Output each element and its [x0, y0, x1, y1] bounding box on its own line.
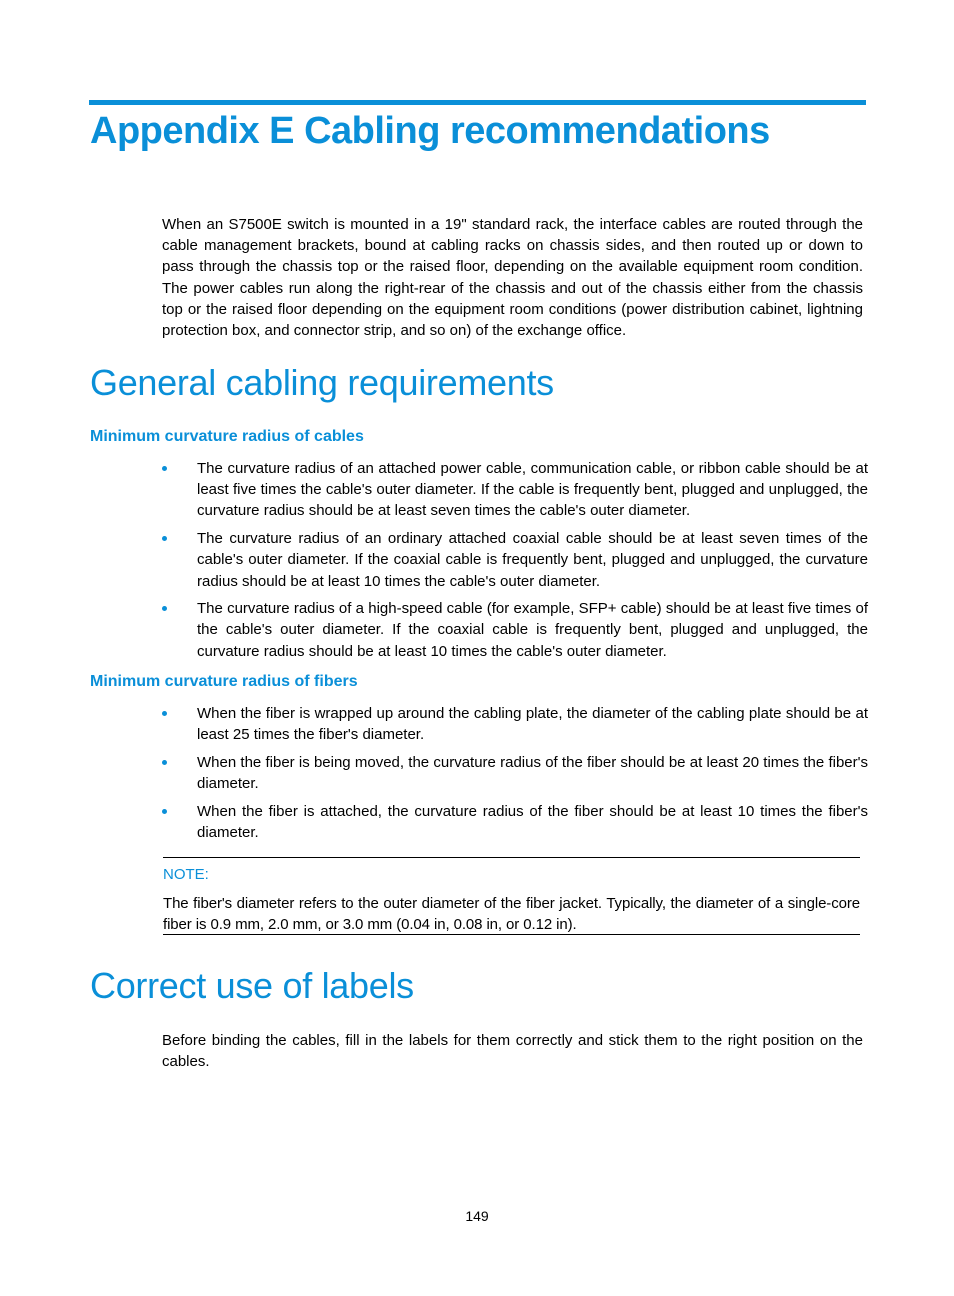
bullet-icon — [162, 711, 167, 716]
list-item — [162, 752, 868, 794]
bullet-icon — [162, 809, 167, 814]
page-number: 149 — [465, 1208, 489, 1224]
list-item — [162, 598, 868, 662]
list-item-text: When the fiber is attached, the curvature radius of the fiber should be at least 10 times the fiber's diameter. — [197, 802, 868, 842]
list-item — [162, 801, 868, 843]
bullet-icon — [162, 760, 167, 765]
list-item-text: The curvature radius of a high-speed cable (for example, SFP+ cable) should be at least five times of the cable's outer diameter. If the coaxial cable is frequently bent, plugged and unplugged, the curvature radius should be at least 10 times the cable's outer diameter. — [197, 600, 868, 660]
bullet-icon — [162, 536, 167, 541]
fibers-bullet-list — [162, 703, 868, 850]
labels-paragraph: Before binding the cables, fill in the labels for them correctly and stick them to the right position on the cables. — [162, 1032, 863, 1071]
list-item-text: When the fiber is wrapped up around the cabling plate, the diameter of the cabling plate should be at least 25 times the fiber's diameter. — [197, 705, 868, 744]
list-item-text: The curvature radius of an attached power cable, communication cable, or ribbon cable should be at least five times the cable's outer diameter. If the cable is frequently bent, plugged and unplugged, the curvature radius should be at least seven times the cable's outer diameter. — [197, 460, 868, 520]
section-title-labels: Correct use of labels — [90, 965, 414, 1006]
section-title-general-cabling: General cabling requirements — [90, 362, 554, 403]
list-item — [162, 703, 868, 745]
chapter-intro-paragraph: When an S7500E switch is mounted in a 19" standard rack, the interface cables are routed through the cable management brackets, bound at cabling racks on chassis sides, and then routed up or down to pass through the chassis top or the raised floor, depending on the available equipment room condition. The power cables run along the right-rear of the chassis and out of the chassis either from the chassis top or the raised floor depending on the equipment room conditions (power distribution cabinet, lightning protection box, and connector strip, and so on) of the exchange office. — [162, 216, 863, 340]
note-label: NOTE: — [163, 866, 209, 883]
list-item — [162, 528, 868, 592]
list-item-text: The curvature radius of an ordinary attached coaxial cable should be at least seven times of the cable's outer diameter. If the coaxial cable is frequently bent, plugged and unplugged, the curvature radius should be at least 10 times the cable's outer diameter. — [197, 530, 868, 590]
chapter-title: Appendix E Cabling recommendations — [90, 110, 770, 152]
bullet-icon — [162, 466, 167, 471]
note-box — [163, 857, 860, 935]
note-text: The fiber's diameter refers to the outer diameter of the fiber jacket. Typically, the diameter of a single-core fiber is 0.9 mm, 2.0 mm, or 3.0 mm (0.04 in, 0.08 in, or 0.12 in). — [163, 895, 860, 934]
bullet-icon — [162, 606, 167, 611]
list-item — [162, 458, 868, 522]
chapter-top-rule — [89, 100, 866, 105]
subsection-title-fibers: Minimum curvature radius of fibers — [90, 673, 358, 690]
list-item-text: When the fiber is being moved, the curvature radius of the fiber should be at least 20 times the fiber's diameter. — [197, 753, 868, 793]
cables-bullet-list — [162, 458, 868, 668]
subsection-title-cables: Minimum curvature radius of cables — [90, 428, 364, 445]
